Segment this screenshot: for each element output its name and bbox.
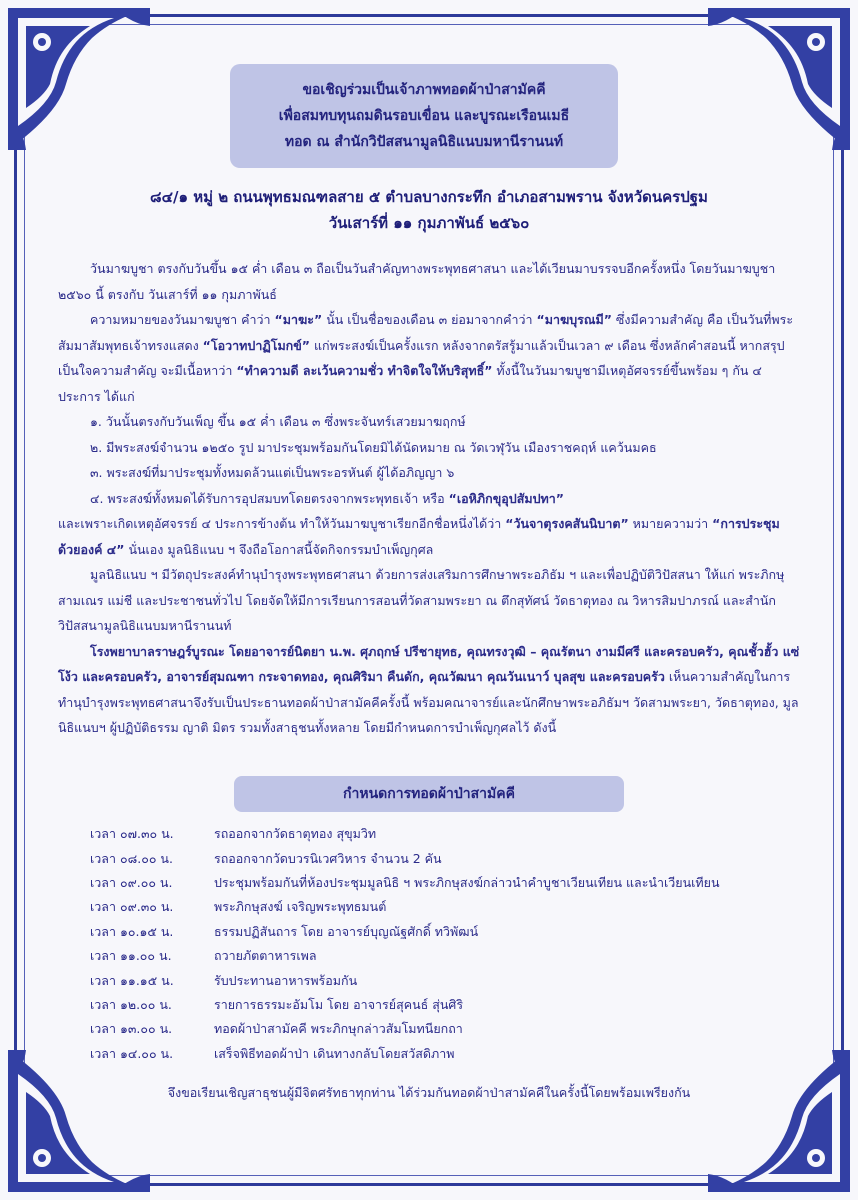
schedule-row xyxy=(90,1042,790,1066)
paragraph-3 xyxy=(58,511,802,562)
text-run: นั่นเอง มูลนิธิแนบ ฯ จึงถือโอกาสนี้จัดกิจกรรมบำเพ็ญกุศล xyxy=(124,541,434,557)
schedule-desc: รายการธรรมะอัมโม โดย อาจารย์สุคนธ์ สุ่นศิริ xyxy=(214,996,464,1012)
schedule-time: เวลา ๐๗.๓๐ น. xyxy=(90,826,174,842)
schedule-desc: ทอดผ้าป่าสามัคคี พระภิกษุกล่าวสัมโมทนียกถา xyxy=(214,1021,463,1037)
schedule-row xyxy=(90,871,790,895)
body-text xyxy=(58,256,802,741)
schedule-desc: พระภิกษุสงฆ์ เจริญพระพุทธมนต์ xyxy=(214,899,387,915)
text-run: นั้น เป็นชื่อของเดือน ๓ ย่อมาจากคำว่า xyxy=(322,312,537,327)
schedule-time: เวลา ๑๑.๑๕ น. xyxy=(90,972,174,988)
schedule-title: กำหนดการทอดผ้าป่าสามัคคี xyxy=(343,786,515,802)
schedule-time: เวลา ๑๐.๑๕ น. xyxy=(90,923,174,939)
schedule-time: เวลา ๐๙.๓๐ น. xyxy=(90,899,174,915)
text-run: และเพราะเกิดเหตุอัศจรรย์ ๔ ประการข้างต้น ทำให้วันมาฆบูชาเรียกอีกชื่อหนึ่งได้ว่า xyxy=(58,516,506,531)
title-line-2: เพื่อสมทบทุนถมดินรอบเขื่อน และบูรณะเรือนเมธี xyxy=(278,108,570,124)
text-run: ซึ่งมีความสำคัญ คือ เป็นวันที่พระสัมมาสัมพุทธเจ้าทรงแสดง xyxy=(58,312,794,353)
schedule-time: เวลา ๐๙.๐๐ น. xyxy=(90,874,173,890)
text-run: ๔. พระสงฆ์ทั้งหมดได้รับการอุปสมบทโดยตรงจากพระพุทธเจ้า หรือ xyxy=(90,490,449,506)
schedule-row xyxy=(90,968,790,992)
schedule-row xyxy=(90,944,790,968)
paragraph-5 xyxy=(58,639,802,741)
bold-term: “มาฆะ” xyxy=(274,312,323,327)
bold-term: “โอวาทปาฏิโมกข์” xyxy=(202,337,311,353)
schedule-desc: รถออกจากวัดธาตุทอง สุขุมวิท xyxy=(214,826,377,842)
corner-ornament-icon xyxy=(4,4,154,154)
schedule-row xyxy=(90,920,790,944)
list-item: ๓. พระสงฆ์ที่มาประชุมทั้งหมดล้วนแต่เป็นพระอรหันต์ ผู้ได้อภิญญา ๖ xyxy=(90,465,455,480)
schedule-desc: ธรรมปฏิสันถาร โดย อาจารย์บุญณัฐศักดิ์ ทวิพัฒน์ xyxy=(214,923,479,939)
schedule-title-box xyxy=(234,776,624,812)
text-run: ทั้งนี้ในวันมาฆบูชามีเหตุอัศจรรย์ขึ้นพร้อม ๆ กัน ๔ ประการ ได้แก่ xyxy=(58,363,762,404)
list-item xyxy=(58,486,802,512)
corner-ornament-icon xyxy=(4,1046,154,1196)
schedule-desc: ถวายภัตตาหารเพล xyxy=(214,948,317,964)
schedule-time: เวลา ๑๓.๐๐ น. xyxy=(90,1021,173,1037)
schedule-time: เวลา ๑๒.๐๐ น. xyxy=(90,996,172,1012)
list-item: ๑. วันนั้นตรงกับวันเพ็ญ ขึ้น ๑๕ ค่ำ เดือน ๓ ซึ่งพระจันทร์เสวยมาฆฤกษ์ xyxy=(90,414,466,429)
text-run: ความหมายของวันมาฆบูชา คำว่า xyxy=(90,312,275,327)
schedule-desc: ประชุมพร้อมกันที่ห้องประชุมมูลนิธิ ฯ พระภิกษุสงฆ์กล่าวนำคำบูชาเวียนเทียน และนำเวียนเทียน xyxy=(214,874,720,890)
schedule-row xyxy=(90,993,790,1017)
paragraph-4: มูลนิธิแนบ ฯ มีวัตถุประสงค์ทำนุบำรุงพระพุทธศาสนา ด้วยการส่งเสริมการศึกษาพระอภิธัม ฯ และเพื่อปฏิบัติวิปัสสนา ให้แก่ พระภิกษุ สามเณร แม่ชี และประชาชนทั่วไป โดยจัดให้มีการเรียนการสอนที่วัดสามพระยา ณ ตึกสุทัศน์ วัดธาตุทอง ณ วิหารสิมปาภรณ์ และสำนักวิปัสสนามูลนิธิแนบมหานีรานนท์ xyxy=(58,567,785,633)
schedule-row xyxy=(90,846,790,870)
text-run: หมายความว่า xyxy=(628,516,713,531)
event-date: วันเสาร์ที่ ๑๑ กุมภาพันธ์ ๒๕๖๐ xyxy=(328,214,530,232)
bold-term: “เอหิภิกขุอุปสัมปทา” xyxy=(448,490,564,506)
schedule-time: เวลา ๐๘.๐๐ น. xyxy=(90,850,173,866)
schedule-time: เวลา ๑๔.๐๐ น. xyxy=(90,1045,174,1061)
title-line-1: ขอเชิญร่วมเป็นเจ้าภาพทอดผ้าป่าสามัคคี xyxy=(302,82,546,98)
invitation-title-box xyxy=(230,64,618,168)
schedule-list xyxy=(90,822,790,1066)
schedule-desc: เสร็จพิธีทอดผ้าป่า เดินทางกลับโดยสวัสดิภาพ xyxy=(214,1045,455,1061)
schedule-time: เวลา ๑๑.๐๐ น. xyxy=(90,948,172,964)
closing-invitation: จึงขอเรียนเชิญสาธุชนผู้มีจิตศรัทธาทุกท่าน ได้ร่วมกันทอดผ้าป่าสามัคคีในครั้งนี้โดยพร้อมเพรียงกัน xyxy=(167,1085,691,1100)
bold-term: “วันจาตุรงคสันนิบาต” xyxy=(505,516,629,531)
schedule-row xyxy=(90,1017,790,1041)
list-item: ๒. มีพระสงฆ์จำนวน ๑๒๕๐ รูป มาประชุมพร้อมกันโดยมิได้นัดหมาย ณ วัดเวฬุวัน เมืองราชคฤห์ แคว้นมคธ xyxy=(90,439,657,455)
schedule-desc: รถออกจากวัดบวรนิเวศวิหาร จำนวน 2 คัน xyxy=(214,850,442,866)
schedule-row xyxy=(90,895,790,919)
bold-term: “การประชุมด้วยองค์ ๔” xyxy=(58,516,780,557)
bold-term: “มาฆบุรณมี” xyxy=(536,312,612,327)
corner-ornament-icon xyxy=(704,4,854,154)
corner-ornament-icon xyxy=(704,1046,854,1196)
title-line-3: ทอด ณ สำนักวิปัสสนามูลนิธิแนบมหานีรานนท์ xyxy=(284,134,564,150)
bold-term: “ทำความดี ละเว้นความชั่ว ทำจิตใจให้บริสุทธิ์” xyxy=(236,363,493,378)
schedule-row xyxy=(90,822,790,846)
sponsor-names: โรงพยาบาลราษฎร์บูรณะ โดยอาจารย์นิตยา น.พ. ศุภฤกษ์ ปรีชายุทธ, คุณทรงวุฒิ – คุณรัตนา งามมีศรี และครอบครัว, คุณชั้วฮั้ว แซ่โง้ว และครอบครัว, อาจารย์สุมณฑา กระจาดทอง, คุณศิริมา คืนดัก, คุณวัฒนา คุณวันเนาว์ บุลสุข และครอบครัว xyxy=(58,643,800,684)
address-line: ๘๔/๑ หมู่ ๒ ถนนพุทธมณฑลสาย ๕ ตำบลบางกระทึก อำเภอสามพราน จังหวัดนครปฐม xyxy=(150,188,708,206)
text-run: แก่พระสงฆ์เป็นครั้งแรก หลังจากตรัสรู้มาแล้วเป็นเวลา ๙ เดือน ซึ่งหลักคำสอนนี้ หากสรุปเป็นใจความสำคัญ จะมีเนื้อหาว่า xyxy=(58,337,785,378)
text-run: เห็นความสำคัญในการทำนุบำรุงพระพุทธศาสนาจึงรับเป็นประธานทอดผ้าป่าสามัคคีครั้งนี้ พร้อมคณาจารย์และนักศึกษาพระอภิธัมฯ วัดสามพระยา, วัดธาตุทอง, มูลนิธิแนบฯ ผู้ปฏิบัติธรรม ญาติ มิตร รวมทั้งสาธุชนทั้งหลาย โดยมีกำหนดการบำเพ็ญกุศลไว้ ดังนี้ xyxy=(58,669,799,735)
paragraph-1: วันมาฆบูชา ตรงกับวันขึ้น ๑๕ ค่ำ เดือน ๓ ถือเป็นวันสำคัญทางพระพุทธศาสนา และได้เวียนมาบรรจบอีกครั้งหนึ่ง โดยวันมาฆบูชา ๒๕๖๐ นี้ ตรงกับ วันเสาร์ที่ ๑๑ กุมภาพันธ์ xyxy=(58,261,776,302)
paragraph-2 xyxy=(58,307,802,409)
schedule-desc: รับประทานอาหารพร้อมกัน xyxy=(214,972,358,988)
address-block xyxy=(60,184,798,236)
